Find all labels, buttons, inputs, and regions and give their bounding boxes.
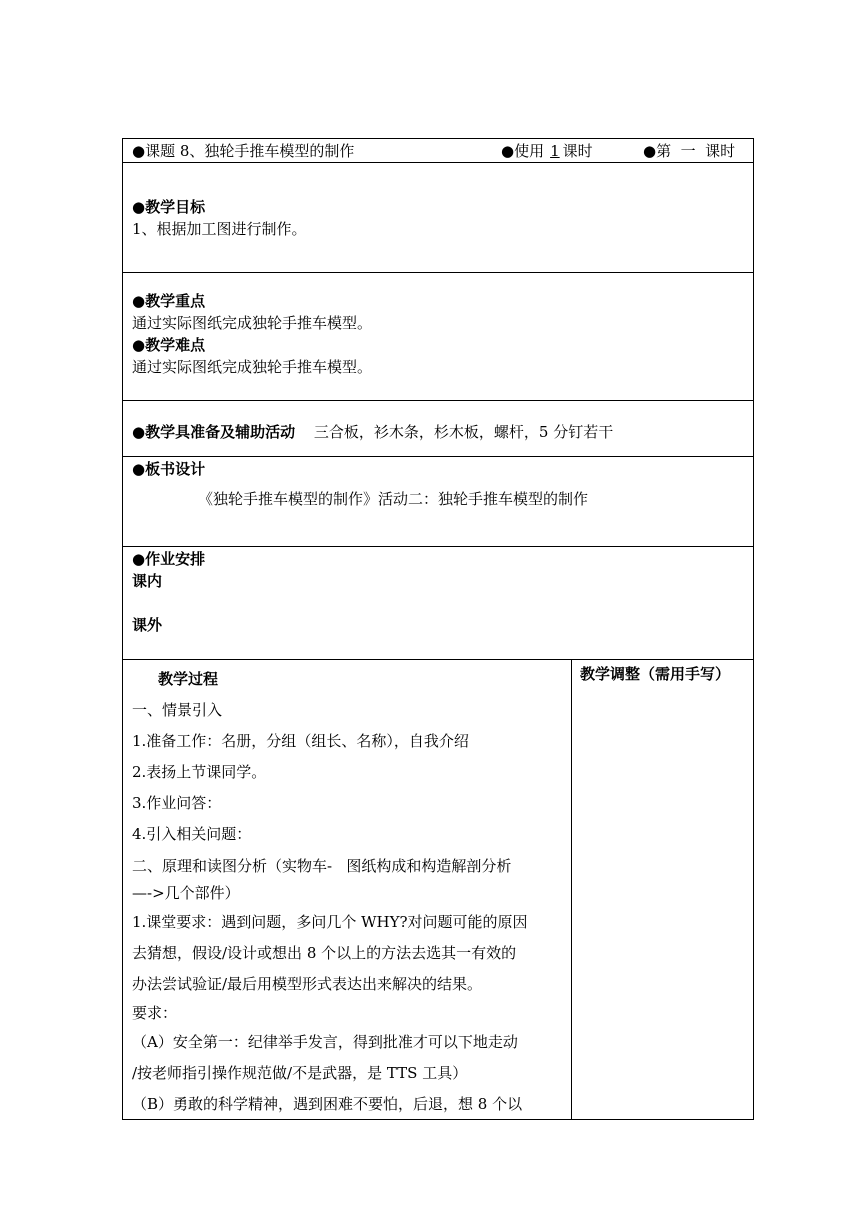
- process-line: 2.表扬上节课同学。: [132, 763, 267, 781]
- adjustment-heading: 教学调整（需用手写）: [580, 665, 731, 683]
- process-line: 去猜想，假设/设计或想出 8 个以上的方法去选其一有效的: [132, 944, 517, 962]
- process-row: [123, 660, 753, 1119]
- goals-heading: ●教学目标: [132, 198, 206, 216]
- difficulty-text: 通过实际图纸完成独轮手推车模型。: [132, 358, 373, 376]
- process-line: 4.引入相关问题：: [132, 825, 252, 843]
- difficulty-heading: ●教学难点: [132, 336, 206, 354]
- topic-title: ●课题 8、独轮手推车模型的制作: [132, 142, 355, 160]
- goals-row: [123, 163, 753, 273]
- process-column: [123, 660, 572, 1119]
- process-line: （A）安全第一：纪律举手发言，得到批准才可以下地走动: [132, 1033, 518, 1051]
- usage-count: 1: [550, 142, 560, 160]
- process-line: —->几个部件）: [132, 884, 240, 902]
- process-heading: 教学过程: [158, 670, 219, 688]
- homework-in-class: 课内: [132, 572, 163, 590]
- keypoints-row: [123, 273, 753, 401]
- period-label: ●第 一 课时: [643, 142, 736, 160]
- board-row: [123, 457, 753, 547]
- board-text: 《独轮手推车模型的制作》活动二：独轮手推车模型的制作: [198, 490, 589, 508]
- process-line: （B）勇敢的科学精神，遇到困难不要怕，后退，想 8 个以: [132, 1095, 523, 1113]
- keypoints-text: 通过实际图纸完成独轮手推车模型。: [132, 314, 373, 332]
- usage-suffix: 课时: [562, 142, 593, 160]
- process-line: 办法尝试验证/最后用模型形式表达出来解决的结果。: [132, 975, 483, 993]
- process-line: 3.作业问答：: [132, 794, 222, 812]
- materials-heading: ●教学具准备及辅助活动: [132, 423, 296, 441]
- lesson-plan-table: [122, 138, 754, 1120]
- materials-text: 三合板，衫木条，杉木板，螺杆，5 分钉若干: [313, 423, 614, 441]
- materials-row: [123, 401, 753, 457]
- homework-out-class: 课外: [132, 616, 163, 634]
- process-line: 要求：: [132, 1004, 178, 1022]
- homework-row: [123, 547, 753, 660]
- keypoints-heading: ●教学重点: [132, 292, 206, 310]
- header-row: [123, 139, 753, 163]
- adjustment-column: [572, 660, 753, 1119]
- process-line: 二、原理和读图分析（实物车- 图纸构成和构造解剖分析: [132, 857, 512, 875]
- usage-hours: [501, 140, 593, 162]
- usage-prefix: ●使用: [501, 142, 545, 160]
- process-line: 一、情景引入: [132, 701, 223, 719]
- process-line: 1.课堂要求：遇到问题，多问几个 WHY?对问题可能的原因: [132, 913, 528, 931]
- process-line: /按老师指引操作规范做/不是武器，是 TTS 工具）: [132, 1064, 468, 1082]
- goals-item: 1、根据加工图进行制作。: [132, 220, 307, 238]
- homework-heading: ●作业安排: [132, 550, 206, 568]
- board-heading: ●板书设计: [132, 460, 206, 478]
- process-line: 1.准备工作：名册，分组（组长、名称），自我介绍: [132, 732, 469, 750]
